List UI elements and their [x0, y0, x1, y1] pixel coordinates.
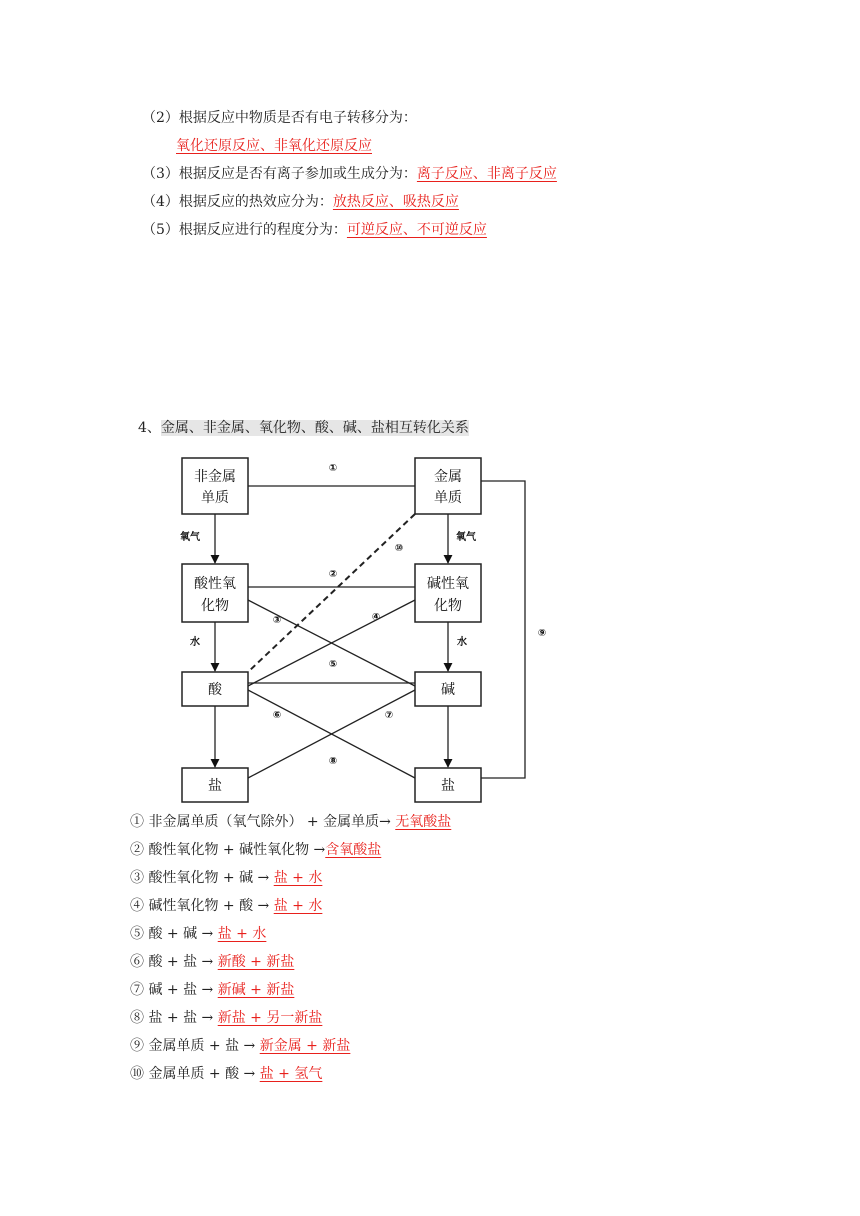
marker-10: ⑩ [394, 543, 404, 554]
marker-8: ⑧ [328, 756, 338, 767]
metal-label-2: 单质 [434, 490, 462, 506]
reaction-9 [130, 1036, 350, 1056]
reaction-6-label: ⑥ 酸 + 盐 → [130, 954, 218, 970]
line-3-answer: 离子反应、非离子反应 [416, 166, 557, 182]
reaction-10-label: ⑩ 金属单质 + 酸 → [130, 1066, 260, 1082]
reaction-4-label: ④ 碱性氧化物 + 酸 → [130, 898, 274, 914]
oxygen-label-left: 氧气 [180, 532, 200, 543]
nonmetal-label-2: 单质 [201, 490, 229, 506]
reaction-3 [130, 868, 322, 888]
line-5-text: （5）根据反应进行的程度分为： [142, 222, 347, 238]
water-label-left: 水 [190, 637, 200, 648]
metal-label-1: 金属 [434, 469, 462, 485]
reaction-6-answer: 新酸 + 新盐 [217, 954, 295, 970]
salt-right-label: 盐 [441, 778, 455, 794]
nonmetal-label-1: 非金属 [194, 469, 236, 485]
acid-label: 酸 [208, 682, 222, 698]
reaction-9-label: ⑨ 金属单质 + 盐 → [130, 1038, 260, 1054]
reaction-4-answer: 盐 + 水 [273, 898, 323, 914]
reaction-7-label: ⑦ 碱 + 盐 → [130, 982, 218, 998]
acid-oxide-label-2: 化物 [201, 598, 229, 614]
reaction-2-label: ② 酸性氧化物 + 碱性氧化物 → [130, 842, 326, 858]
marker-4: ④ [371, 612, 381, 623]
line-5-answer: 可逆反应、不可逆反应 [346, 222, 487, 238]
reaction-2-answer: 含氧酸盐 [325, 842, 382, 858]
reaction-6 [130, 952, 294, 972]
oxygen-label-right: 氧气 [456, 532, 476, 543]
reaction-1-answer: 无氧酸盐 [395, 814, 452, 830]
reaction-7-answer: 新碱 + 新盐 [217, 982, 295, 998]
marker-1: ① [328, 463, 338, 474]
base-label: 碱 [441, 682, 455, 698]
line-3-text: （3）根据反应是否有离子参加或生成分为： [142, 166, 417, 182]
reaction-1-label: ① 非金属单质（氧气除外） + 金属单质→ [130, 814, 396, 830]
reaction-8-label: ⑧ 盐 + 盐 → [130, 1010, 218, 1026]
section-4-number: 4、 [138, 420, 161, 436]
acid-oxide-label-1: 酸性氧 [194, 576, 236, 592]
marker-7: ⑦ [384, 710, 394, 721]
reaction-10-answer: 盐 + 氢气 [259, 1066, 323, 1082]
link-10 [248, 514, 415, 672]
base-oxide-label-2: 化物 [434, 598, 462, 614]
reaction-9-answer: 新金属 + 新盐 [259, 1038, 351, 1054]
reaction-3-answer: 盐 + 水 [273, 870, 323, 886]
section-4-title: 金属、非金属、氧化物、酸、碱、盐相互转化关系 [160, 420, 469, 436]
reaction-5-label: ⑤ 酸 + 碱 → [130, 926, 218, 942]
line-2-text: （2）根据反应中物质是否有电子转移分为： [142, 110, 417, 126]
reaction-5-answer: 盐 + 水 [217, 926, 267, 942]
marker-6a: ⑥ [272, 710, 282, 721]
reaction-3-label: ③ 酸性氧化物 + 碱 → [130, 870, 274, 886]
marker-2: ② [328, 569, 338, 580]
marker-9: ⑨ [537, 628, 547, 639]
marker-3: ③ [272, 615, 282, 626]
reaction-1 [130, 812, 451, 832]
water-label-right: 水 [457, 637, 467, 648]
reaction-8 [130, 1008, 322, 1028]
reaction-10 [130, 1064, 322, 1084]
salt-left-label: 盐 [208, 778, 222, 794]
reaction-2 [130, 840, 381, 860]
reaction-8-answer: 新盐 + 另一新盐 [217, 1010, 323, 1026]
line-4-answer: 放热反应、吸热反应 [332, 194, 459, 210]
marker-5: ⑤ [328, 659, 338, 670]
line-4-text: （4）根据反应的热效应分为： [142, 194, 333, 210]
link-9 [481, 481, 525, 778]
reaction-4 [130, 896, 322, 916]
reaction-5 [130, 924, 266, 944]
line-2-answer: 氧化还原反应、非氧化还原反应 [176, 138, 372, 154]
reaction-7 [130, 980, 294, 1000]
base-oxide-label-1: 碱性氧 [427, 576, 469, 592]
